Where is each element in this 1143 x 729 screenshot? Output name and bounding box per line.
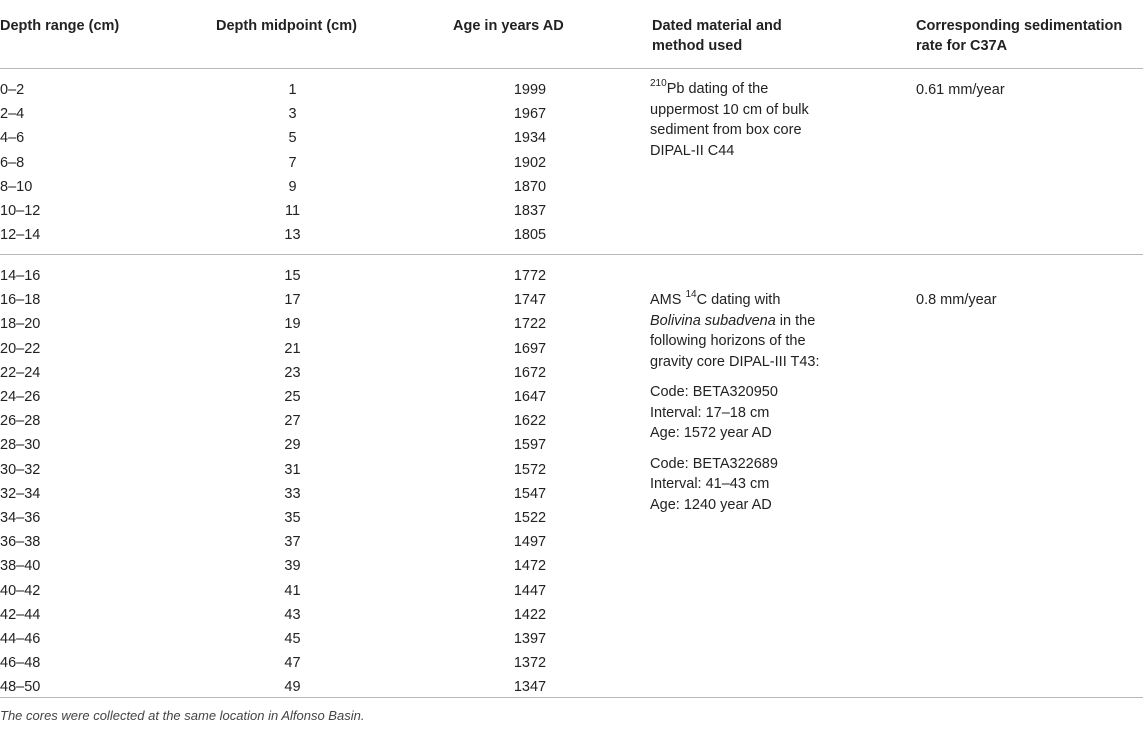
header-method-line2: method used [652, 38, 743, 54]
depth-range-cell: 16–18 [0, 292, 41, 309]
group1-method-line3: sediment from box core [650, 122, 802, 138]
species-name: Bolivina subadvena [650, 312, 776, 329]
depth-range-cell: 2–4 [0, 106, 25, 123]
age-cell: 1967 [513, 106, 547, 123]
age-cell: 1347 [513, 679, 547, 696]
depth-range-cell: 32–34 [0, 485, 41, 502]
depth-range-cell: 44–46 [0, 631, 41, 647]
age-cell: 1902 [513, 154, 547, 171]
group2-method-line3: following horizons of the [650, 333, 806, 349]
depth-midpoint-cell: 23 [284, 364, 301, 381]
sample1-age: Age: 1572 year AD [650, 425, 772, 441]
depth-midpoint-cell: 49 [284, 679, 301, 696]
header-depth-midpoint: Depth midpoint (cm) [216, 18, 357, 34]
group1-method-line1-text: Pb dating of the [666, 81, 769, 97]
depth-midpoint-cell: 33 [284, 485, 301, 502]
depth-midpoint-cell: 25 [284, 389, 301, 405]
isotope-14-sup: 14 [685, 289, 697, 301]
age-cell: 1747 [513, 292, 547, 309]
age-cell: 1722 [513, 316, 547, 333]
header-rate-line2: rate for C37A [916, 38, 1008, 54]
depth-range-cell: 38–40 [0, 558, 41, 575]
depth-midpoint-cell: 45 [284, 631, 301, 647]
depth-midpoint-cell: 21 [284, 340, 301, 357]
age-cell: 1934 [513, 130, 547, 147]
group1-method-line2: uppermost 10 cm of bulk [650, 101, 809, 118]
header-method-line1: Dated material and [652, 18, 782, 34]
header-age: Age in years AD [453, 18, 564, 34]
group1-rate: 0.61 mm/year [916, 82, 1005, 98]
age-cell: 1837 [513, 203, 547, 219]
group-divider [0, 254, 1143, 255]
sample2-interval: Interval: 41–43 cm [650, 476, 770, 492]
depth-midpoint-cell: 9 [288, 178, 297, 195]
depth-midpoint-cell: 11 [284, 203, 301, 219]
sample2-age: Age: 1240 year AD [650, 496, 772, 513]
depth-midpoint-cell: 3 [288, 106, 297, 123]
table-footnote: The cores were collected at the same location in Alfonso Basin. [0, 708, 365, 723]
depth-range-cell: 10–12 [0, 203, 41, 219]
age-cell: 1572 [513, 461, 547, 478]
depth-range-cell: 14–16 [0, 268, 41, 284]
depth-range-cell: 48–50 [0, 679, 41, 696]
age-cell: 1772 [513, 268, 547, 284]
depth-midpoint-cell: 43 [284, 606, 301, 623]
depth-range-cell: 24–26 [0, 389, 41, 405]
depth-range-cell: 42–44 [0, 606, 41, 623]
depth-midpoint-cell: 17 [284, 292, 301, 309]
age-cell: 1447 [513, 582, 547, 599]
age-cell: 1422 [513, 606, 547, 623]
depth-midpoint-cell: 19 [284, 316, 301, 333]
depth-range-cell: 34–36 [0, 510, 41, 526]
group2-rate: 0.8 mm/year [916, 292, 997, 308]
depth-range-cell: 36–38 [0, 534, 41, 551]
depth-range-cell: 26–28 [0, 413, 41, 430]
depth-midpoint-cell: 35 [284, 510, 301, 526]
depth-range-cell: 0–2 [0, 82, 25, 98]
age-cell: 1647 [513, 389, 547, 405]
depth-midpoint-cell: 31 [284, 461, 301, 478]
age-cell: 1999 [513, 82, 547, 98]
depth-midpoint-cell: 13 [284, 227, 301, 244]
depth-midpoint-cell: 39 [284, 558, 301, 575]
group2-method [650, 290, 890, 515]
age-cell: 1622 [513, 413, 547, 430]
sample2-code: Code: BETA322689 [650, 455, 778, 472]
age-cell: 1672 [513, 364, 547, 381]
age-cell: 1597 [513, 437, 547, 454]
header-method [652, 16, 782, 56]
depth-range-cell: 30–32 [0, 461, 41, 478]
header-rate-line1: Corresponding sedimentation [916, 18, 1123, 34]
age-cell: 1522 [513, 510, 547, 526]
depth-range-cell: 28–30 [0, 437, 41, 454]
age-cell: 1497 [513, 534, 547, 551]
depth-range-cell: 12–14 [0, 227, 41, 244]
depth-midpoint-cell: 5 [288, 130, 297, 147]
depth-range-cell: 46–48 [0, 655, 41, 672]
depth-midpoint-cell: 7 [288, 154, 297, 171]
age-cell: 1870 [513, 178, 547, 195]
depth-midpoint-cell: 1 [288, 82, 297, 98]
depth-range-cell: 18–20 [0, 316, 41, 333]
sample1-code: Code: BETA320950 [650, 384, 778, 400]
depth-midpoint-cell: 41 [284, 582, 301, 599]
depth-range-cell: 20–22 [0, 340, 41, 357]
group2-method-pre: AMS [650, 292, 686, 308]
group1-method [650, 79, 890, 161]
age-cell: 1372 [513, 655, 547, 672]
group2-method-line1-text: C dating with [696, 292, 781, 308]
header-rate [916, 16, 1122, 56]
depth-midpoint-cell: 29 [284, 437, 301, 454]
header-depth-range: Depth range (cm) [0, 18, 120, 34]
depth-range-cell: 40–42 [0, 582, 41, 599]
group2-method-line1 [650, 290, 890, 311]
age-cell: 1547 [513, 485, 547, 502]
isotope-210-sup: 210 [650, 78, 667, 90]
depth-range-cell: 8–10 [0, 178, 33, 195]
age-cell: 1805 [513, 227, 547, 244]
header-rule [0, 68, 1143, 69]
age-cell: 1397 [513, 631, 547, 647]
depth-range-cell: 22–24 [0, 364, 41, 381]
depth-midpoint-cell: 27 [284, 413, 301, 430]
depth-midpoint-cell: 15 [284, 268, 301, 284]
sample1-interval: Interval: 17–18 cm [650, 404, 770, 421]
group2-method-line2 [650, 311, 890, 332]
age-cell: 1472 [513, 558, 547, 575]
group2-method-line4: gravity core DIPAL-III T43: [650, 353, 820, 370]
bottom-rule [0, 697, 1143, 698]
depth-range-cell: 6–8 [0, 154, 25, 171]
depth-range-cell: 4–6 [0, 130, 25, 147]
group1-method-line1 [650, 79, 890, 100]
depth-midpoint-cell: 47 [284, 655, 301, 672]
age-cell: 1697 [513, 340, 547, 357]
depth-midpoint-cell: 37 [284, 534, 301, 551]
group1-method-line4: DIPAL-II C44 [650, 142, 735, 159]
group2-method-line2-text: in the [775, 312, 816, 329]
